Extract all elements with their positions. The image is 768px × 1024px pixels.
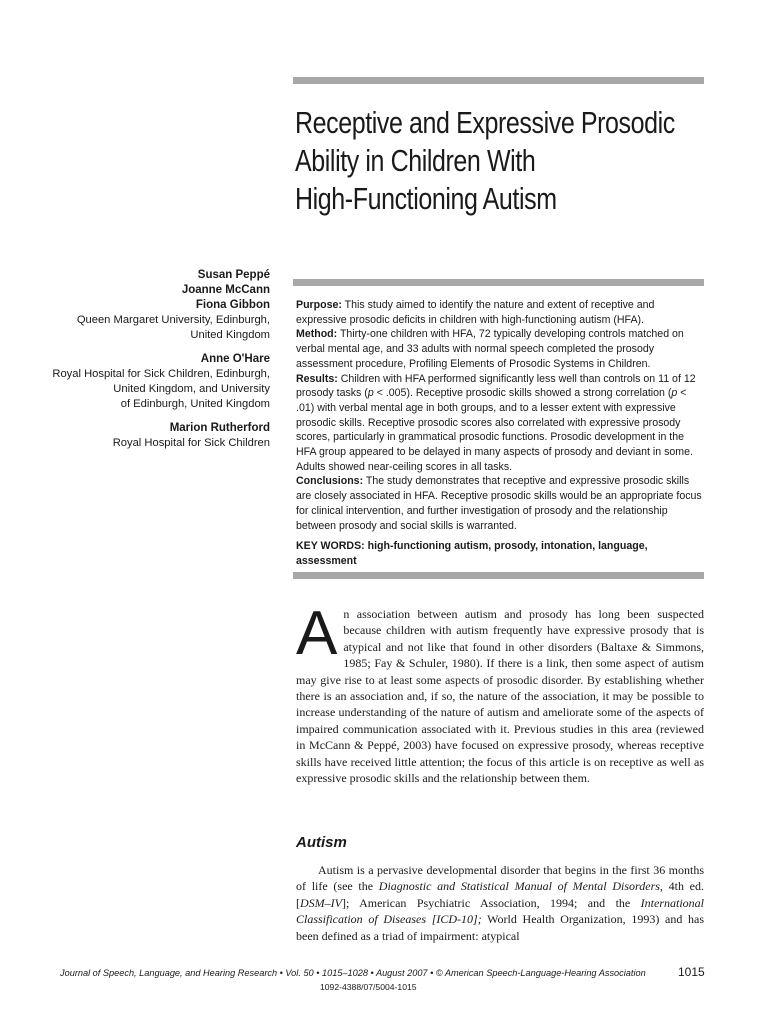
author-affiliation: United Kingdom, and University <box>113 383 270 395</box>
abstract-bottom-rule <box>293 572 704 579</box>
author-name: Anne O'Hare <box>200 353 270 365</box>
autism-text: Autism is a pervasive developmental disorder that begins in the first 36 months of life (see the <box>296 863 704 894</box>
title-line-2: Ability in Children With <box>295 144 536 178</box>
autism-text: ]; American Psychiatric Association, 1994; and the <box>342 895 641 910</box>
autism-italic: International Classification of Diseases [ICD-10]; <box>296 895 704 927</box>
label-purpose: Purpose: <box>296 299 342 311</box>
author-affiliation: Royal Hospital for Sick Children <box>112 437 270 449</box>
author-affiliation: of Edinburgh, United Kingdom <box>120 398 270 410</box>
autism-paragraph <box>296 862 704 944</box>
author-affiliation: Queen Margaret University, Edinburgh, <box>76 314 270 326</box>
title-line-1: Receptive and Expressive Prosodic <box>295 106 675 140</box>
results-text: < .01) with verbal mental age in both groups, and to a lesser extent with expressive prosodic skills. Receptive prosodic scores also correlated with expressive prosody scores, particularly in grammatical prosodic functions. Prosodic development in the HFA group appeared to be delayed in many aspects of prosody and deviant in some. Adults showed near-ceiling scores in all tasks. <box>296 387 693 473</box>
label-results: Results: <box>296 372 338 385</box>
abstract-results <box>296 372 706 475</box>
abstract-top-rule <box>293 279 704 286</box>
author-group-1 <box>10 268 270 343</box>
abstract <box>296 298 706 569</box>
label-method: Method: <box>296 328 338 341</box>
section-heading: Autism <box>296 834 347 851</box>
results-text: Children with HFA performed significantly less well than controls on 11 of 12 prosody tasks ( <box>296 372 696 400</box>
results-text: < .005). Receptive prosodic skills showed a strong correlation ( <box>373 387 672 400</box>
p-symbol: p <box>671 387 678 400</box>
method-text: Thirty-one children with HFA, 72 typically developing controls matched on verbal mental age, and 33 adults with normal speech completed the prosody assessment procedure, Profiling Elements of Prosodic Systems in Children. <box>296 328 684 370</box>
label-conclusions: Conclusions: <box>296 475 364 488</box>
page-number: 1015 <box>678 965 705 979</box>
abstract-conclusions <box>296 474 706 533</box>
author-affiliation: United Kingdom <box>190 329 270 341</box>
abstract-method <box>296 327 706 371</box>
author-name: Joanne McCann <box>181 284 270 296</box>
author-name: Marion Rutherford <box>169 422 270 434</box>
intro-paragraph <box>296 599 704 786</box>
top-rule <box>293 77 704 84</box>
author-name: Susan Peppé <box>197 269 270 281</box>
conclusions-text: The study demonstrates that receptive and expressive prosodic skills are closely associated in HFA. Receptive prosodic skills would be an appropriate focus for clinical intervention, and further investigation of prosody and the relationship between prosody and social skills is warranted. <box>296 475 702 532</box>
autism-italic: DSM–IV <box>300 895 342 910</box>
purpose-text: This study aimed to identify the nature and extent of receptive and expressive prosodic deficits in children with high-functioning autism (HFA). <box>296 299 655 326</box>
p-symbol: p <box>367 387 374 400</box>
intro-text: n association between autism and prosody has long been suspected because children with autism frequently have expressive prosody that is atypical and not like that found in other disorders (Baltaxe & Simmons, 1985; Fay & Schuler, 1980). If there is a link, then some aspect of autism may give rise to at least some aspects of prosodic disorder. By establishing whether there is an association and, if so, the nature of the association, it may be possible to increase understanding of the nature of autism and ameliorate some of the aspects of impaired communication associated with it. Previous studies in this area (reviewed in McCann & Peppé, 2003) have focused on expressive prosody, whereas receptive skills have received little attention; the focus of this article is on receptive as well as expressive prosodic skills and the relationship between them. <box>296 607 704 786</box>
autism-text: World Health Organization, 1993) and has been defined as a triad of impairment: atypical <box>296 912 705 943</box>
abstract-purpose <box>296 298 706 327</box>
autism-italic: Diagnostic and Statistical Manual of Mental Disorders <box>378 879 660 894</box>
author-block <box>10 268 270 460</box>
drop-cap: A <box>296 599 338 668</box>
author-group-2 <box>10 352 270 412</box>
autism-text: , 4th ed. [ <box>296 879 704 910</box>
keywords: KEY WORDS: high-functioning autism, prosody, intonation, language, assessment <box>296 540 648 567</box>
journal-citation: Journal of Speech, Language, and Hearing Research • Vol. 50 • 1015–1028 • August 2007 • © American Speech-Language-Hearing Association <box>60 968 646 978</box>
title-line-3: High-Functioning Autism <box>295 182 557 216</box>
article-title <box>295 104 675 218</box>
author-group-3 <box>10 421 270 451</box>
issn-code: 1092-4388/07/5004-1015 <box>320 982 417 992</box>
author-name: Fiona Gibbon <box>195 299 270 311</box>
author-affiliation: Royal Hospital for Sick Children, Edinburgh, <box>52 368 270 380</box>
